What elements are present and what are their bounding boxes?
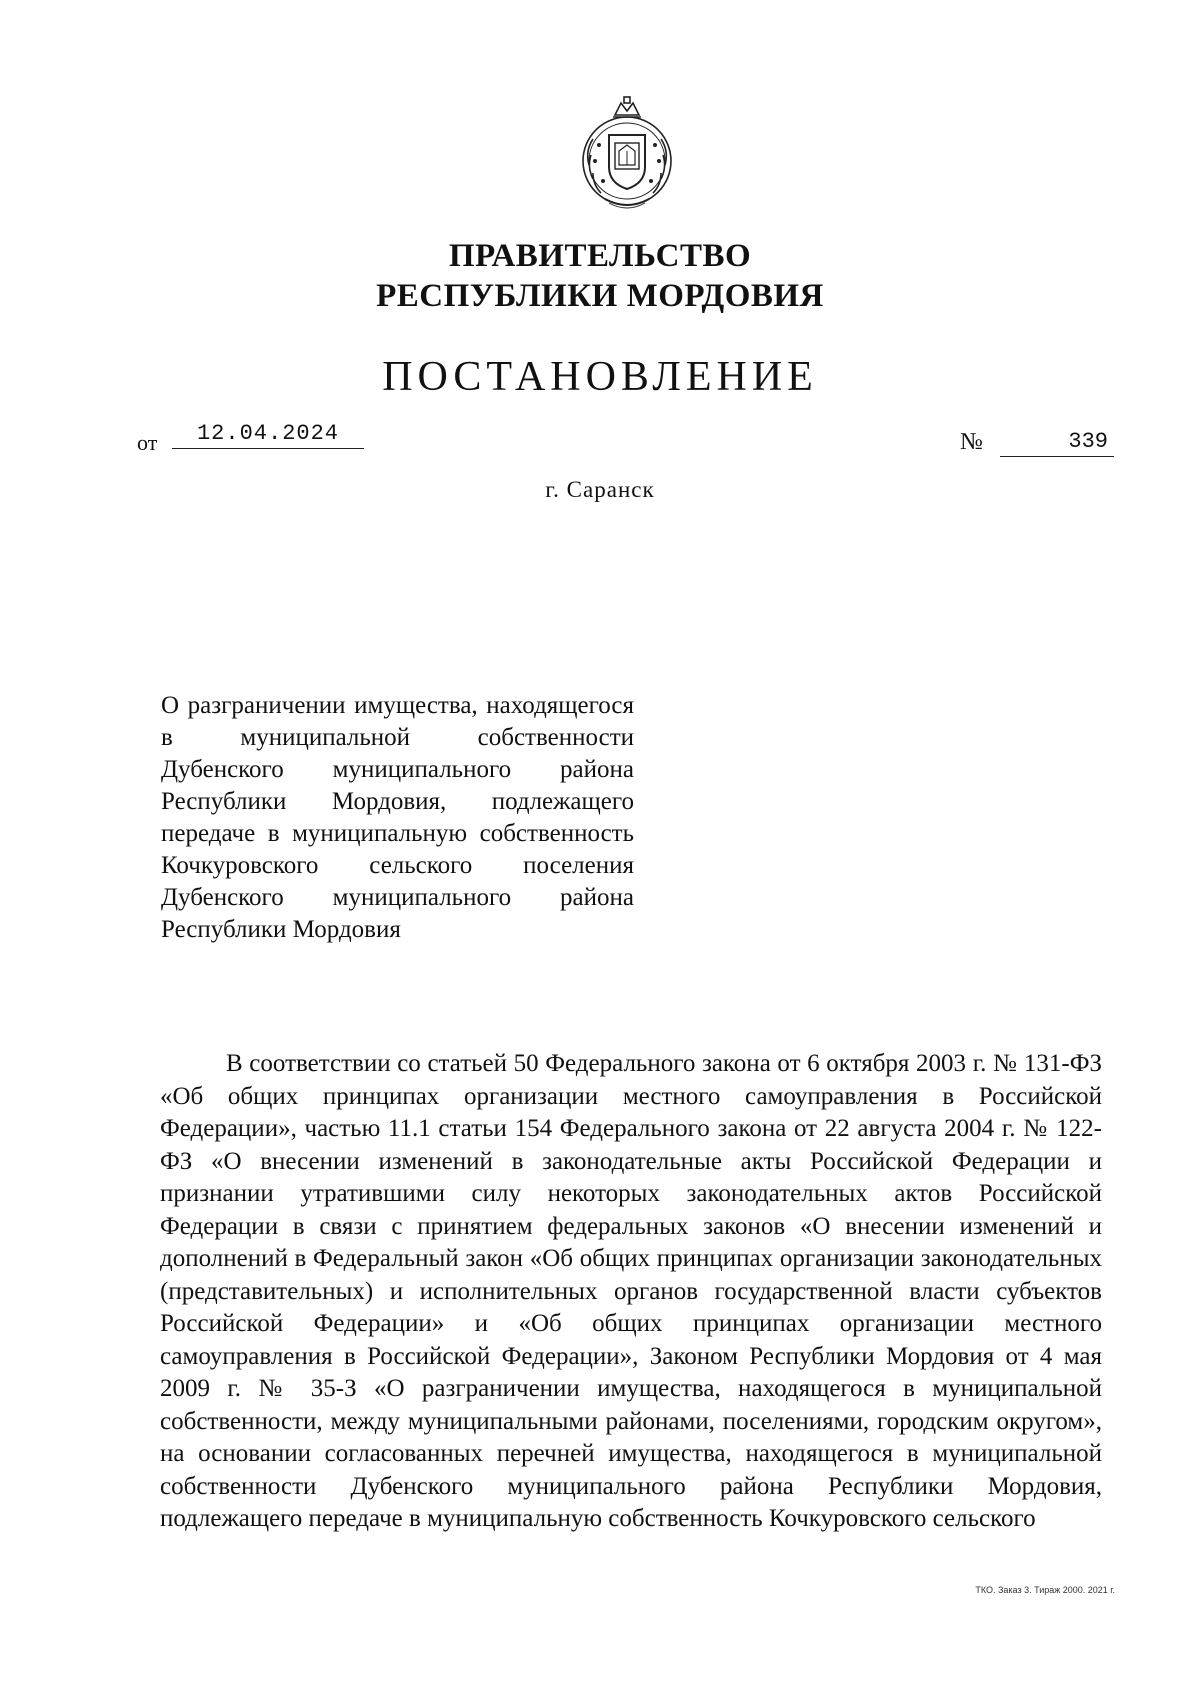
organization-title-line2: РЕСПУБЛИКИ МОРДОВИЯ xyxy=(376,278,824,314)
city: г. Саранск xyxy=(545,477,655,502)
print-mark: ТКО. Заказ 3. Тираж 2000. 2021 г. xyxy=(975,1585,1115,1595)
body-paragraph: В соответствии со статьей 50 Федерального закона от 6 октября 2003 г. № 131-ФЗ «Об общих принципах организации местного самоуправления в Российской Федерации», частью 11.1 статьи 154 Федерального закона от 22 августа 2004 г. № 122-ФЗ «О внесении изменений в законодательные акты Российской Федерации и признании утратившими силу некоторых законодательных актов Российской Федерации в связи с принятием федеральных законов «О внесении изменений и дополнений в Федеральный закон «Об общих принципах организации законодательных (представительных) и исполнительных органов государственной власти субъектов Российской Федерации» и «Об общих принципах организации местного самоуправления в Российской Федерации», Законом Республики Мордовия от 4 мая 2009 г. № 35-З «О разграничении имущества, находящегося в муниципальной собственности, между муниципальными районами, поселениями, городским округом», на основании согласованных перечней имущества, находящегося в муниципальной собственности Дубенского муниципального района Республики Мордовия, подлежащего передаче в муниципальную собственность Кочкуровского сельского xyxy=(160,1050,1102,1532)
coat-of-arms-icon xyxy=(575,95,679,213)
document-date: 12.04.2024 xyxy=(172,420,364,449)
document-number: 339 xyxy=(1000,428,1114,457)
document-subject: О разграничении имущества, находящегося в муниципальной собственности Дубенского муниципального района Республики Мордовия, подлежащего передаче в муниципальную собственность Кочкуровского сельского поселения Дубенского муниципального района Республики Мордовия xyxy=(161,692,634,943)
organization-title-line1: ПРАВИТЕЛЬСТВО xyxy=(448,238,752,274)
number-label: № xyxy=(960,429,983,455)
date-label: от xyxy=(137,430,158,455)
document-type: ПОСТАНОВЛЕНИЕ xyxy=(382,354,818,400)
